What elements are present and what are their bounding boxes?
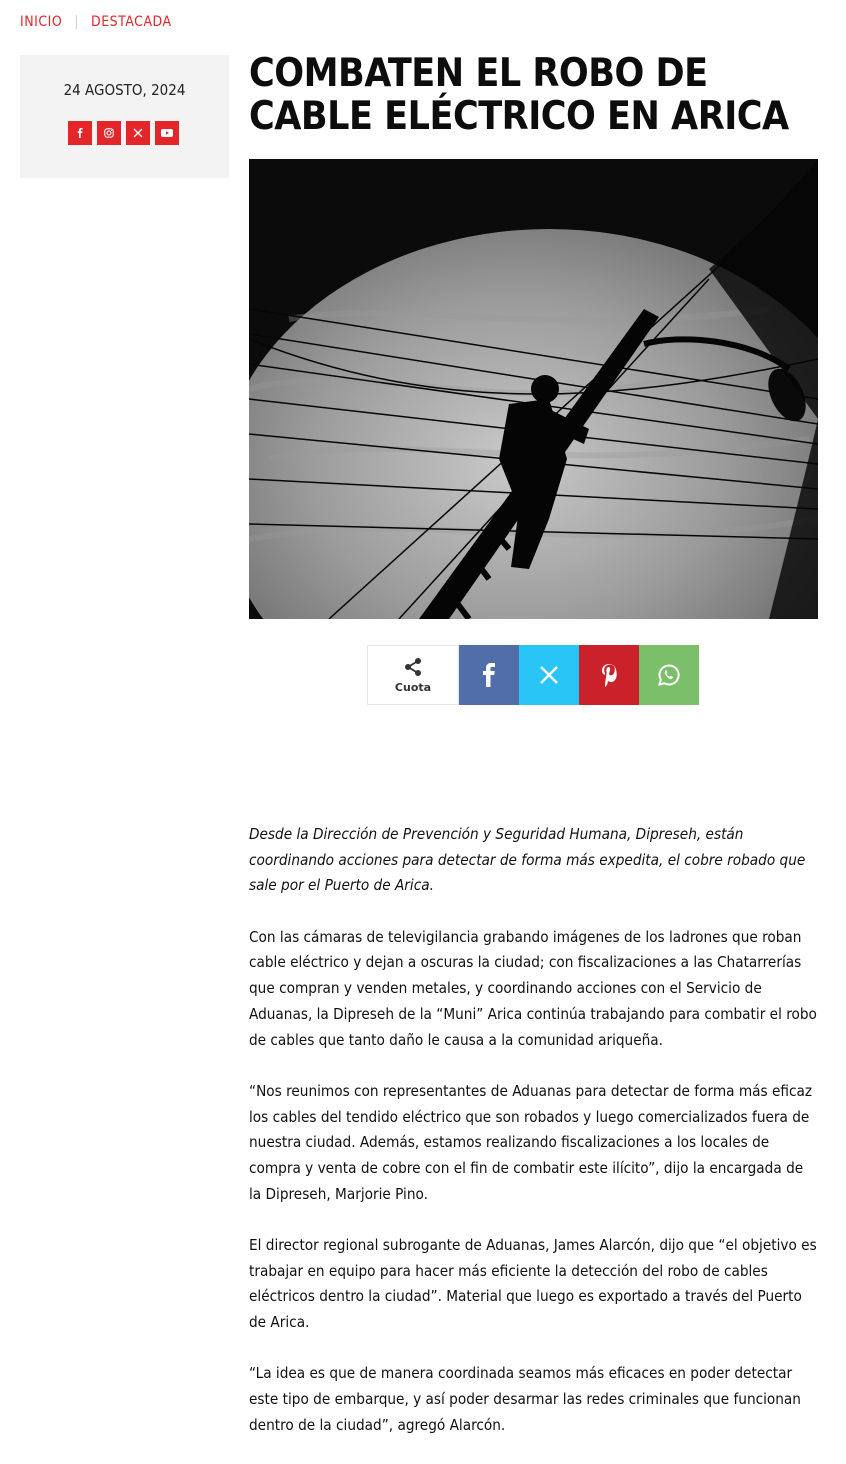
- post-date: 24 AGOSTO, 2024: [63, 81, 186, 99]
- article-body: [249, 822, 817, 1464]
- featured-image[interactable]: [249, 159, 818, 619]
- youtube-link[interactable]: [155, 121, 179, 145]
- article-paragraph: Con las cámaras de televigilancia grabando imágenes de los ladrones que roban cable eléctrico y dejan a oscuras la ciudad; con fiscalizaciones a las Chatarrerías que compran y venden metales, y coordinando acciones con el Servicio de Aduanas, la Dipreseh de la “Muni” Arica continúa trabajando para combatir el robo de cables que tanto daño le causa a la comunidad ariqueña.: [249, 927, 817, 1049]
- article-lead-paragraph: Desde la Dirección de Prevención y Seguridad Humana, Dipreseh, están coordinando acciones para detectar de forma más expedita, el cobre robado que sale por el Puerto de Arica.: [249, 825, 806, 895]
- post-meta-box: [20, 55, 229, 178]
- article-paragraph: El director regional subrogante de Aduanas, James Alarcón, dijo que “el objetivo es trabajar en equipo para hacer más eficiente la detección del robo de cables eléctricos dentro la ciudad”. Material que luego es exportado a través del Puerto de Arica.: [249, 1235, 817, 1332]
- share-label-box: [367, 645, 459, 705]
- facebook-link[interactable]: [68, 121, 92, 145]
- youtube-icon: [161, 128, 173, 138]
- share-whatsapp-button[interactable]: [639, 645, 699, 705]
- x-icon: [133, 128, 143, 138]
- article-paragraph: “La idea es que de manera coordinada seamos más eficaces en poder detectar este tipo de embarque, y así poder desarmar las redes criminales que funcionan dentro de la ciudad”, agregó Alarcón.: [249, 1364, 801, 1434]
- facebook-icon: [482, 663, 496, 687]
- article-title: COMBATEN EL ROBO DE CABLE ELÉCTRICO EN ARICA: [249, 51, 789, 139]
- instagram-link[interactable]: [97, 121, 121, 145]
- share-pinterest-button[interactable]: [579, 645, 639, 705]
- share-bar: [367, 645, 699, 705]
- instagram-icon: [104, 128, 114, 138]
- breadcrumb-home-link[interactable]: INICIO: [20, 14, 63, 30]
- article-paragraph: “Nos reunimos con representantes de Aduanas para detectar de forma más eficaz los cables del tendido eléctrico que son robados y luego comercializados fuera de nuestra ciudad. Además, estamos realizando fiscalizaciones a los locales de compra y venta de cobre con el fin de combatir este ilícito”, dijo la encargada de la Dipreseh, Marjorie Pino.: [249, 1081, 813, 1203]
- share-facebook-button[interactable]: [459, 645, 519, 705]
- breadcrumb-category-link[interactable]: DESTACADA: [91, 14, 172, 30]
- breadcrumb-separator: |: [74, 14, 80, 30]
- facebook-icon: [75, 128, 85, 138]
- share-icon: [403, 657, 423, 677]
- x-icon: [539, 665, 559, 685]
- pinterest-icon: [600, 663, 618, 687]
- share-x-button[interactable]: [519, 645, 579, 705]
- breadcrumb: [20, 14, 172, 30]
- whatsapp-icon: [657, 663, 681, 687]
- x-link[interactable]: [126, 121, 150, 145]
- featured-image-graphic: [249, 159, 818, 619]
- share-label: Cuota: [394, 680, 432, 694]
- author-social-links: [68, 121, 179, 145]
